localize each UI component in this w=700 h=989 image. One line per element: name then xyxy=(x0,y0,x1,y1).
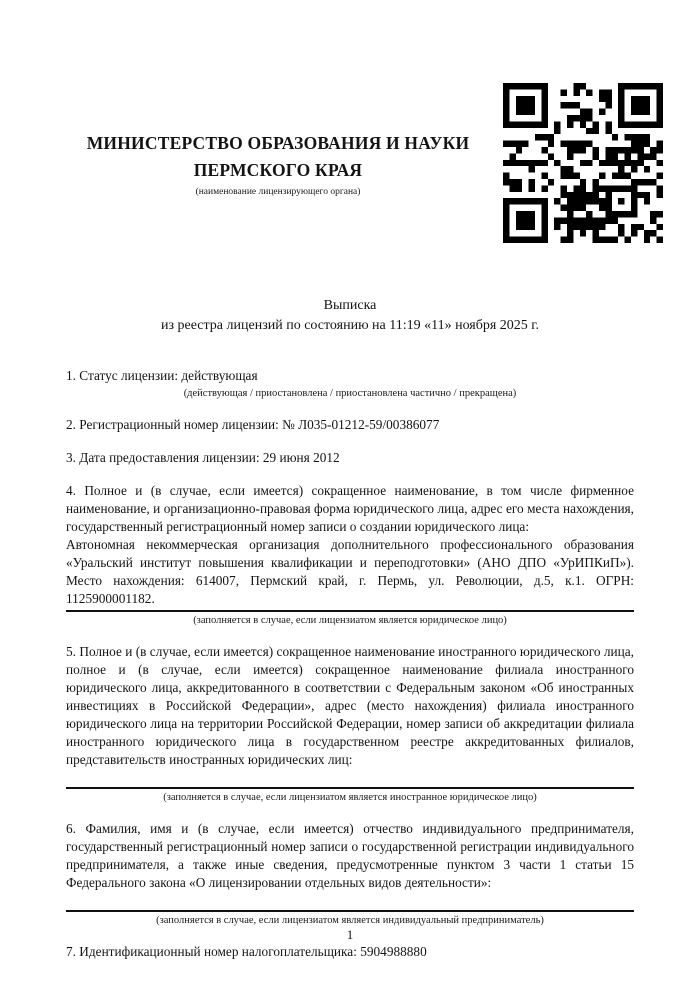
ministry-name-line2: ПЕРМСКОГО КРАЯ xyxy=(193,160,363,181)
fill-in-rule xyxy=(66,787,634,789)
section-5-note: (заполняется в случае, если лицензиатом является иностранное юридическое лицо) xyxy=(163,791,537,803)
section-2 xyxy=(66,416,634,434)
fill-in-rule xyxy=(66,610,634,612)
section-6-text: 6. Фамилия, имя и (в случае, если имеется) отчество индивидуального предпринимателя, государственный регистрационный номер записи о государственной регистрации индивидуального предпринимателя, а также иные сведения, предусмотренные пунктом 3 части 1 статьи 15 Федерального закона «О лицензировании отдельных видов деятельности»: xyxy=(66,820,634,890)
section-1 xyxy=(66,367,634,401)
licensing-authority-header xyxy=(66,130,490,197)
section-2-text: 2. Регистрационный номер лицензии: № Л035-01212-59/00386077 xyxy=(66,416,440,432)
document-title xyxy=(66,296,634,337)
section-1-text: 1. Статус лицензии: действующая xyxy=(66,367,258,383)
title-line2: из реестра лицензий по состоянию на 11:19 «11» ноября 2025 г. xyxy=(161,318,539,334)
section-4-note: (заполняется в случае, если лицензиатом является юридическое лицо) xyxy=(193,614,507,626)
qr-code-icon xyxy=(503,83,663,243)
document-body xyxy=(66,296,634,961)
section-7-text: 7. Идентификационный номер налогоплательщика: 5904988880 xyxy=(66,943,427,959)
section-4-text: 4. Полное и (в случае, если имеется) сокращенное наименование, в том числе фирменное наименование, и организационно-правовая форма юридического лица, адрес его места нахождения, государственный регистрационный номер записи о создании юридического лица: xyxy=(66,482,634,534)
fill-in-rule xyxy=(66,910,634,912)
page-number: 1 xyxy=(346,927,354,942)
section-4 xyxy=(66,482,634,628)
authority-caption: (наименование лицензирующего органа) xyxy=(195,187,361,198)
section-1-note: (действующая / приостановлена / приостановлена частично / прекращена) xyxy=(183,387,517,399)
section-3 xyxy=(66,449,634,467)
sections-list xyxy=(66,367,634,961)
title-line1: Выписка xyxy=(323,298,377,313)
section-3-text: 3. Дата предоставления лицензии: 29 июня 2012 xyxy=(66,449,340,465)
section-7 xyxy=(66,943,634,961)
section-5 xyxy=(66,643,634,805)
section-5-text: 5. Полное и (в случае, если имеется) сокращенное наименование иностранного юридического лица, полное и (в случае, если имеется) сокращенное наименование филиала иностранного юридического лица, аккредитованного в соответствии с Федеральным законом «Об иностранных инвестициях в Российской Федерации», адрес (место нахождения) филиала иностранного юридического лица на территории Российской Федерации, номер записи об аккредитации филиала иностранного юридического лица в государственном реестре аккредитованных филиалов, представительств иностранных юридических лиц: xyxy=(66,643,634,767)
ministry-name-line1: МИНИСТЕРСТВО ОБРАЗОВАНИЯ И НАУКИ xyxy=(86,133,470,153)
qr-code-image xyxy=(503,83,663,243)
section-6 xyxy=(66,820,634,928)
section-6-note: (заполняется в случае, если лицензиатом является индивидуальный предприниматель) xyxy=(156,914,544,926)
section-4-licensee-details: Автономная некоммерческая организация дополнительного профессионального образования «Уральский институт повышения квалификации и переподготовки» (АНО ДПО «УрИПКиП»). Место нахождения: 614007, Пермский край, г. Пермь, ул. Революции, д.5, к.1. ОГРН: 1125900001182. xyxy=(66,536,634,606)
